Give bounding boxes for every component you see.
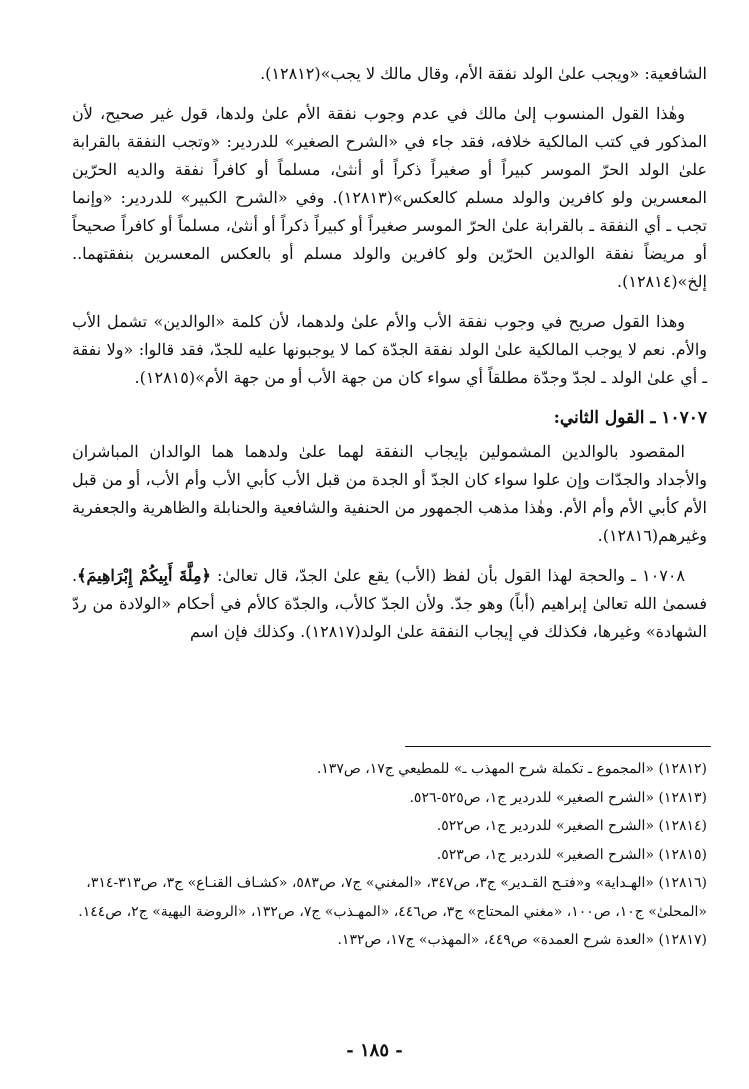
paragraph-evidence <box>72 562 707 646</box>
quran-verse: ﴿مِلَّةَ أَبِيكُمْ إِبْرَاهِيمَ﴾ <box>77 566 211 585</box>
footnotes <box>58 755 707 955</box>
footnote-12814: (١٢٨١٤) «الشرح الصغير» للدردير ج١، ص٥٢٢. <box>436 818 707 834</box>
main-text <box>72 60 707 646</box>
paragraph-parents-obligation: وهذا القول صريح في وجوب نفقة الأب والأم علىٰ ولدهما، لأن كلمة «الوالدين» تشمل الأب والأم. نعم لا يوجب المالكية علىٰ الولد نفقة الجدّة كما لا يوجبونها عليه للجدّ، فقد قالوا: «ولا نفقة ـ أي علىٰ الولد ـ لجدّ وجدّة مطلقاً أي سواء كان من جهة الأب أو من جهة الأم»(١٢٨١٥). <box>72 312 707 387</box>
evidence-text-start: ١٠٧٠٨ ـ والحجة لهذا القول بأن لفظ (الأب) يقع علىٰ الجدّ، قال تعالىٰ: <box>210 566 685 585</box>
paragraph-shafiiya-quote: الشافعية: «ويجب علىٰ الولد نفقة الأم، وقال مالك لا يجب»(١٢٨١٢). <box>260 64 707 83</box>
paragraph-maliki-refutation: وهٰذا القول المنسوب إلىٰ مالك في عدم وجوب نفقة الأم علىٰ ولدها، قول غير صحيح، لأن المذكور في كتب المالكية خلافه، فقد جاء في «الشرح الصغير» للدردير: «وتجب النفقة بالقرابة علىٰ الولد الحرّ الموسر كبيراً أو صغيراً ذكراً أو أنثىٰ، مسلماً أو كافراً نفقة والديه الحرّين المعسرين ولو كافرين والولد مسلم كالعكس»(١٢٨١٣). وفي «الشرح الكبير» للدردير: «وإنما تجب ـ أي النفقة ـ بالقرابة علىٰ الحرّ الموسر صغيراً أو كبيراً ذكراً أو أنثىٰ، مسلماً أو كافراً صحيحاً أو مريضاً نفقة الوالدين الحرّين ولو كافرين والولد مسلم أو بالعكس المعسرين بنفقتهما.. إلخ»(١٢٨١٤). <box>72 104 707 291</box>
paragraph-second-opinion: المقصود بالوالدين المشمولين بإيجاب النفقة لهما علىٰ ولدهما هما الوالدان المباشران والأجداد والجدّات وإن علوا سواء كان الجدّ أو الجدة من قبل الأب كأبي الأب وأم الأب، أو من قبل الأم كأبي الأم وأم الأم. وهٰذا مذهب الجمهور من الحنفية والشافعية والحنابلة والظاهرية والجعفرية وغيرهم(١٢٨١٦). <box>72 442 708 545</box>
footnote-divider <box>405 746 711 747</box>
section-heading: ١٠٧٠٧ ـ القول الثاني: <box>553 408 707 428</box>
footnote-12812: (١٢٨١٢) «المجموع ـ تكملة شرح المهذب ـ» للمطيعي ج١٧، ص١٣٧. <box>316 761 707 777</box>
footnote-12816: (١٢٨١٦) «الهـداية» و«فتـح القـدير» ج٣، ص٣٤٧، «المغني» ج٧، ص٥٨٣، «كشـاف القنـاع» ج٣، ص٣١٣-٣١٤، «المحلىٰ» ج١٠، ص١٠٠، «مغني المحتاج» ج٣، ص٤٤٦، «المهـذب» ج٧، ص١٣٢، «الروضة البهية» ج٢، ص١٤٤. <box>78 875 707 920</box>
footnote-12815: (١٢٨١٥) «الشرح الصغير» للدردير ج١، ص٥٢٣. <box>436 846 707 863</box>
evidence-text-end: . فسمىٰ الله تعالىٰ إبراهيم (أباً) وهو جدّ. ولأن الجدّ كالأب، والجدّة كالأم في أحكام «الولادة من ردّ الشهادة» وغيرها، فكذلك في إيجاب النفقة علىٰ الولد(١٢٨١٧). وكذلك فإن اسم <box>72 566 707 641</box>
footnote-12813: (١٢٨١٣) «الشرح الصغير» للدردير ج١، ص٥٢٥-٥٢٦. <box>409 789 707 806</box>
footnote-12817: (١٢٨١٧) «العدة شرح العمدة» ص٤٤٩، «المهذب» ج١٧، ص١٣٢. <box>337 932 707 948</box>
page-number: - ١٨٥ - <box>346 1040 403 1061</box>
